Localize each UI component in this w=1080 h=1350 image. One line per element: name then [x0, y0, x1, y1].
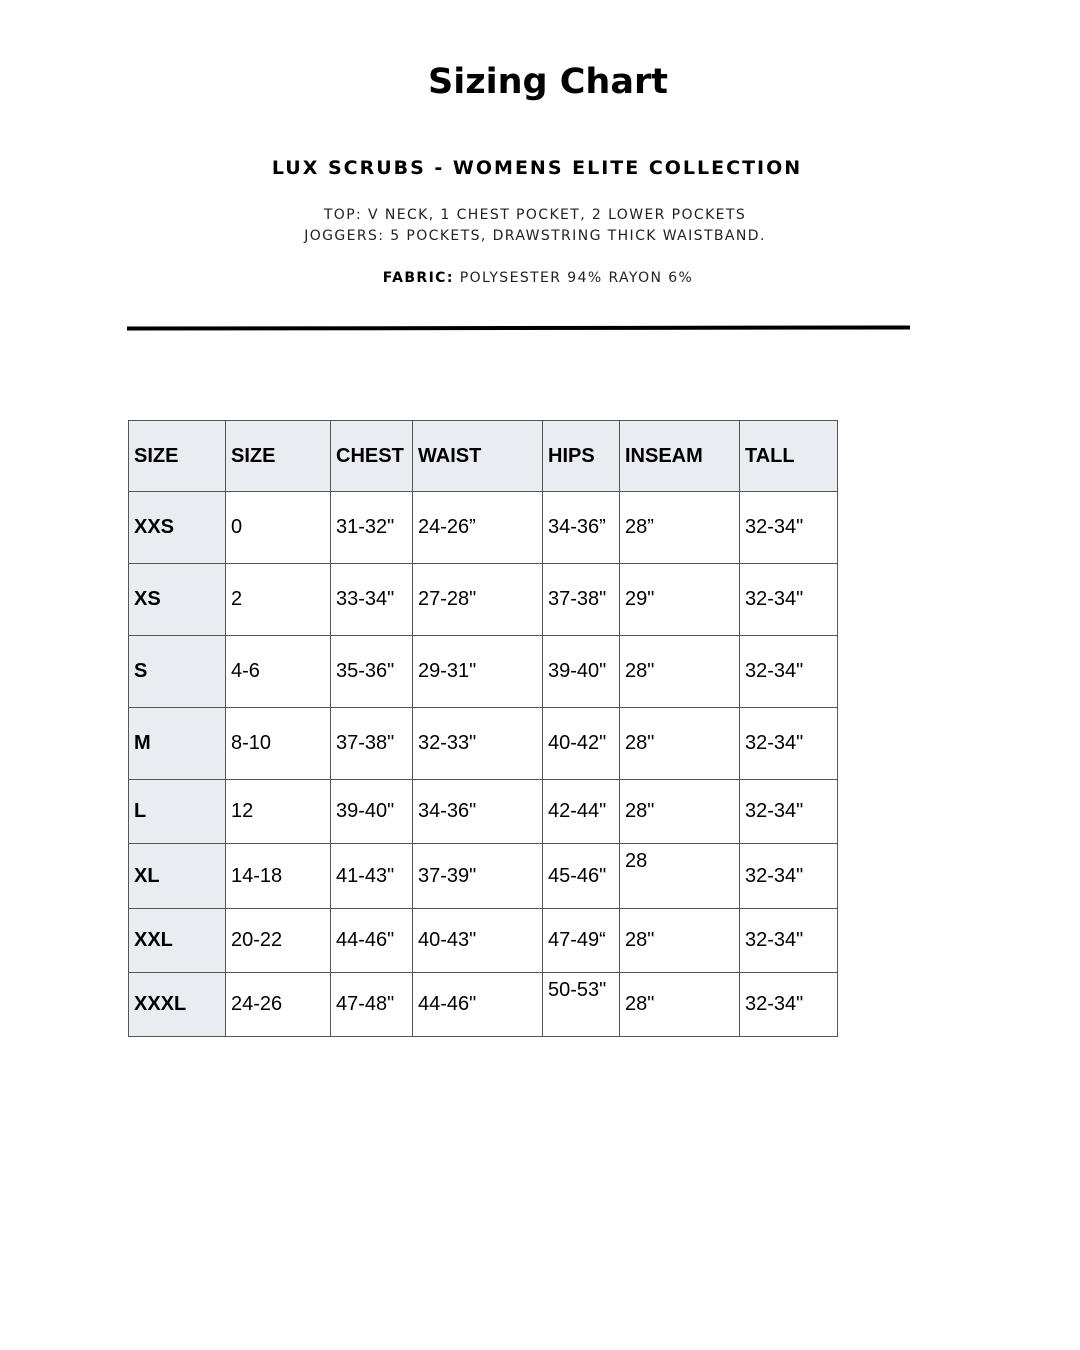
table-cell: XXL — [129, 909, 226, 973]
table-cell: 28" — [620, 909, 740, 973]
table-cell: 45-46" — [543, 844, 620, 909]
table-cell: 42-44" — [543, 780, 620, 844]
table-cell: 28” — [620, 492, 740, 564]
table-cell: 28" — [620, 780, 740, 844]
table-cell: 40-43" — [413, 909, 543, 973]
fabric-label: FABRIC: — [382, 270, 454, 286]
fabric-value: POLYSESTER 94% RAYON 6% — [459, 270, 694, 286]
sizing-table — [128, 420, 838, 1037]
table-cell: 33-34" — [331, 564, 413, 636]
table-cell: S — [129, 636, 226, 708]
page-title: Sizing Chart — [428, 62, 668, 102]
table-cell: L — [129, 780, 226, 844]
joggers-description: JOGGERS: 5 POCKETS, DRAWSTRING THICK WAISTBAND. — [304, 228, 766, 244]
table-cell: 32-34" — [740, 909, 838, 973]
column-header-chest: CHEST — [331, 421, 413, 492]
table-row — [129, 492, 838, 564]
table-row — [129, 844, 838, 909]
column-header-letter-size: SIZE — [129, 421, 226, 492]
table-row — [129, 973, 838, 1037]
table-cell: 37-39" — [413, 844, 543, 909]
table-cell: 32-33" — [413, 708, 543, 780]
table-cell: 32-34" — [740, 636, 838, 708]
table-cell: 28" — [620, 636, 740, 708]
table-header-row — [129, 421, 838, 492]
table-cell: 32-34" — [740, 564, 838, 636]
column-header-number-size: SIZE — [226, 421, 331, 492]
table-cell: 39-40" — [331, 780, 413, 844]
table-cell: 34-36” — [543, 492, 620, 564]
table-cell: 20-22 — [226, 909, 331, 973]
column-header-inseam: INSEAM — [620, 421, 740, 492]
table-cell: 12 — [226, 780, 331, 844]
collection-subtitle: LUX SCRUBS - WOMENS ELITE COLLECTION — [271, 157, 803, 179]
table-cell: XL — [129, 844, 226, 909]
table-row — [129, 780, 838, 844]
table-cell: 32-34" — [740, 492, 838, 564]
table-cell: 37-38" — [543, 564, 620, 636]
table-cell: 2 — [226, 564, 331, 636]
table-cell: 44-46" — [413, 973, 543, 1037]
table-cell: 29" — [620, 564, 740, 636]
table-row — [129, 636, 838, 708]
table-cell: XXS — [129, 492, 226, 564]
table-cell: 31-32" — [331, 492, 413, 564]
table-cell: 39-40" — [543, 636, 620, 708]
table-cell: 27-28" — [413, 564, 543, 636]
table-row — [129, 564, 838, 636]
table-cell: 34-36" — [413, 780, 543, 844]
table-cell: M — [129, 708, 226, 780]
table-row — [129, 909, 838, 973]
table-cell: 4-6 — [226, 636, 331, 708]
table-cell: 37-38" — [331, 708, 413, 780]
fabric-info — [0, 270, 1076, 286]
table-cell: 35-36" — [331, 636, 413, 708]
table-cell: XXXL — [129, 973, 226, 1037]
top-description: TOP: V NECK, 1 CHEST POCKET, 2 LOWER POCKETS — [323, 207, 747, 223]
table-cell: 40-42" — [543, 708, 620, 780]
table-cell: 47-48" — [331, 973, 413, 1037]
table-cell: 44-46" — [331, 909, 413, 973]
table-cell: 47-49“ — [543, 909, 620, 973]
divider — [127, 325, 910, 330]
table-cell: 28" — [620, 708, 740, 780]
column-header-waist: WAIST — [413, 421, 543, 492]
table-cell: XS — [129, 564, 226, 636]
table-cell: 32-34" — [740, 844, 838, 909]
table-cell: 14-18 — [226, 844, 331, 909]
table-cell: 32-34" — [740, 780, 838, 844]
table-cell: 8-10 — [226, 708, 331, 780]
table-cell: 24-26” — [413, 492, 543, 564]
table-cell: 32-34" — [740, 973, 838, 1037]
table-cell: 28 — [620, 844, 740, 909]
table-cell: 41-43" — [331, 844, 413, 909]
table-cell: 29-31" — [413, 636, 543, 708]
table-cell: 0 — [226, 492, 331, 564]
table-row — [129, 708, 838, 780]
column-header-tall: TALL — [740, 421, 838, 492]
table-cell: 32-34" — [740, 708, 838, 780]
table-cell: 50-53" — [543, 973, 620, 1037]
table-cell: 28" — [620, 973, 740, 1037]
table-cell: 24-26 — [226, 973, 331, 1037]
column-header-hips: HIPS — [543, 421, 620, 492]
